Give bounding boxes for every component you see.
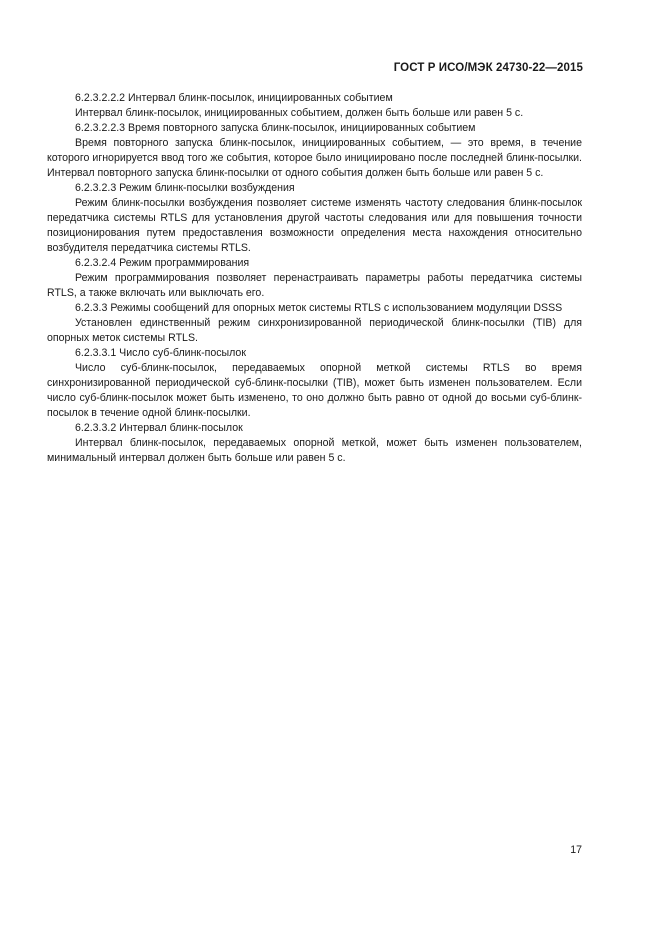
body-paragraph: Режим блинк-посылки возбуждения позволяет системе изменять частоту следования блинк-посылок передатчика системы RTLS для установления другой частоты следования или для повышения точности позиционирования путем предоставления возможности определения места нахождения относительно возбудителя передатчика системы RTLS. <box>47 197 582 254</box>
body-paragraph: Число суб-блинк-посылок, передаваемых опорной меткой системы RTLS во время синхронизированной периодической суб-блинк-посылки (TIB), может быть изменен пользователем. Если число суб-блинк-посылок может быть изменено, то оно должно быть равно от одной до восьми суб-блинк-посылок в течение одной блинк-посылки. <box>47 362 582 419</box>
body-paragraph: Интервал блинк-посылок, передаваемых опорной меткой, может быть изменен пользователем, минимальный интервал должен быть больше или равен 5 с. <box>47 437 582 464</box>
standard-header: ГОСТ Р ИСО/МЭК 24730-22—2015 <box>393 62 583 74</box>
section-heading: 6.2.3.3 Режимы сообщений для опорных меток системы RTLS с использованием модуляции DSSS <box>75 302 563 314</box>
section-heading: 6.2.3.2.2.3 Время повторного запуска блинк-посылок, инициированных событием <box>75 122 476 134</box>
document-body <box>47 91 582 466</box>
body-paragraph: Режим программирования позволяет перенастраивать параметры работы передатчика системы RTLS, а также включать или выключать его. <box>47 272 582 299</box>
section-heading: 6.2.3.3.1 Число суб-блинк-посылок <box>75 347 246 359</box>
section-heading: 6.2.3.2.4 Режим программирования <box>75 257 250 269</box>
page-number: 17 <box>570 844 582 856</box>
body-paragraph: Установлен единственный режим синхронизированной периодической блинк-посылки (TIB) для опорных меток системы RTLS. <box>47 317 582 344</box>
body-paragraph: Время повторного запуска блинк-посылок, инициированных событием, — это время, в течение которого игнорируется ввод того же события, которое было инициировано после последней блинк-посылки. Интервал повторного запуска блинк-посылки от одного события должен быть больше или равен 5 с. <box>47 137 582 179</box>
section-heading: 6.2.3.3.2 Интервал блинк-посылок <box>75 422 243 434</box>
section-heading: 6.2.3.2.2.2 Интервал блинк-посылок, инициированных событием <box>75 92 393 104</box>
section-heading: 6.2.3.2.3 Режим блинк-посылки возбуждения <box>75 182 295 194</box>
body-paragraph: Интервал блинк-посылок, инициированных событием, должен быть больше или равен 5 с. <box>75 107 524 119</box>
